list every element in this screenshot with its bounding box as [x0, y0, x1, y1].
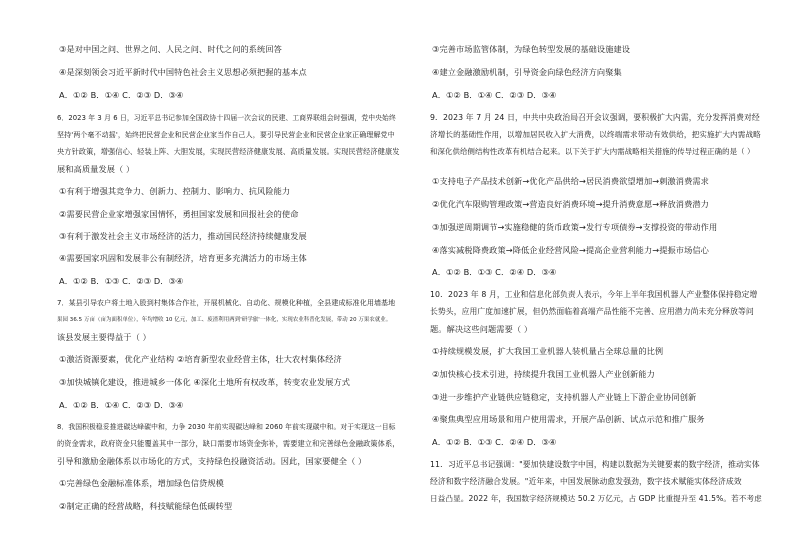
option-line: ①激活资源要素，优化产业结构 ②培育新型农业经营主体，壮大农村集体经济 [59, 354, 342, 364]
option-line: ①支持电子产品技术创新→优化产品供给→居民消费欲望增加→刺激消费需求 [432, 176, 709, 186]
question-line: 7．某县引导农户将土地入股到村集体合作社，开展机械化、自动化、规模化种植，全县建成标准化用墙基地 [57, 299, 396, 307]
option-line: ①持续规模发展，扩大我国工业机器人装机量占全球总量的比例 [432, 346, 664, 356]
question-line: 11．习近平总书记强调："要加快建设数字中国，构建以数据为关键要素的数字经济，推动实体 [430, 460, 760, 469]
option-line: ①完善绿色金融标准体系，增加绿色信贷规模 [59, 478, 224, 488]
question-line: 的资金需求，政府资金只能覆盖其中一部分，缺口需要市场资金弥补，需要建立和完善绿色金融政策体系， [57, 439, 400, 448]
option-line: ③是对中国之问、世界之问、人民之问、时代之问的系统回答 [59, 44, 282, 54]
answer-choices: A．①② B．①④ C．②③ D．③④ [432, 90, 557, 100]
question-line: 央方针政策，增强信心、轻装上阵、大胆发展，实现民营经济健康发展、高质量发展。实现民营经济健康发 [57, 147, 400, 156]
question-line: 长势头，应用广度加速扩展，但仍然面临着高端产品性能不完善、应用潜力尚未充分释放等问 [430, 307, 754, 316]
option-line: ③进一步维护产业链供应链稳定，支持机器人产业链上下游企业协同创新 [432, 392, 697, 402]
answer-choices: A．①② B．①④ C．②③ D．③④ [59, 90, 184, 100]
option-line: ④是深刻领会习近平新时代中国特色社会主义思想必须把握的基本点 [59, 67, 307, 77]
question-line: 和深化供给侧结构性改革有机结合起来。以下关于扩大内需战略相关措施的传导过程正确的是（ ） [430, 147, 755, 156]
option-line: ③加快城镇化建设，推进城乡一体化 ④深化土地所有权改革，转变农业发展方式 [59, 377, 351, 387]
option-line: ②加快核心技术引进，持续提升我国工业机器人产业创新能力 [432, 369, 655, 379]
question-line: 引导和激励金融体系以市场化的方式，支持绿色投融资活动。因此，国家要健全（ ） [57, 456, 367, 466]
option-line: ③有利于激发社会主义市场经济的活力，推动国民经济持续健康发展 [59, 231, 307, 241]
question-line: 题。解决这些问题需要（ ） [430, 324, 533, 334]
option-line: ②需要民营企业家增强家国情怀，勇担国家发展和回报社会的使命 [59, 209, 299, 219]
question-line: 日益凸显。2022 年，我国数字经济规模达 50.2 万亿元，占 GDP 比重提升至 41.5%。若不考虑 [430, 494, 762, 503]
option-line: ③完善市场监管体制，为绿色转型发展的基础设施建设 [432, 44, 631, 54]
answer-choices: A．①② B．①③ C．②④ D．③④ [432, 267, 557, 277]
option-line: ①有利于增强其竞争力、创新力、控制力、影响力、抗风险能力 [59, 186, 291, 196]
question-line: 经济和数字经济融合发展。"近年来，中国发展脉动愈发强劲，数字技术赋能实体经济成效 [430, 477, 742, 486]
option-line: ②优化汽车限购管理政策→营造良好消费环境→提升消费意愿→释放消费潜力 [432, 199, 709, 209]
option-line: ④落实减税降费政策→降低企业经营风险→提高企业营利能力→提振市场信心 [432, 245, 709, 255]
question-line: 10．2023 年 8 月，工业和信息化部负责人表示，今年上半年我国机器人产业整体保持稳定增 [430, 290, 758, 299]
option-line: ④建立金融激励机制，引导资金向绿色经济方向聚集 [432, 67, 622, 77]
answer-choices: A．①② B．①④ C．②③ D．③④ [59, 400, 184, 410]
option-line: ②制定正确的经营战略，科技赋能绿色低碳转型 [59, 501, 233, 511]
answer-choices: A．①② B．①③ C．②③ D．③④ [59, 276, 184, 286]
question-line: 9．2023 年 7 月 24 日，中共中央政治局召开会议强调，要积极扩大内需，充分发挥消费对经 [430, 113, 760, 122]
question-line: 展和高质量发展（ ） [57, 164, 135, 174]
question-line: 济增长的基础性作用，以增加居民收入扩大消费，以终端需求带动有效供给，把实施扩大内需战略 [430, 130, 761, 139]
question-line: 该县发展主要得益于（ ） [57, 332, 151, 342]
question-line: 果园 36.5 万亩（亩为面积单位），年均增收 10 亿元，加工、废渣利用两到'研学旅'一体化，实现农业科普化发展，带动 20 万果农就业。 [57, 317, 392, 323]
option-line: ③加强逆周期调节→实施稳健的货币政策→发行专项债券→支撑投资的带动作用 [432, 222, 718, 232]
question-line: 8．我国积极稳妥推进碳达峰碳中和，力争 2030 年前实现碳达峰和 2060 年前实现碳中和。对于实现这一目标 [57, 423, 396, 431]
answer-choices: A．①② B．①③ C．②④ D．③④ [432, 437, 557, 447]
option-line: ④需要国家巩固和发展非公有制经济，培育更多充满活力的市场主体 [59, 253, 307, 263]
question-line: 6．2023 年 3 月 6 日，习近平总书记参加全国政协十四届一次会议的民建、工商界联组会时强调，党中央始终 [57, 114, 396, 122]
option-line: ④聚焦典型应用场景和用户使用需求，开展产品创新、试点示范和推广服务 [432, 414, 705, 424]
question-line: 坚持'两个毫不动摇'，始终把民营企业和民营企业家当作自己人，要引导民营企业和民营企业家正确理解党中 [57, 131, 395, 139]
